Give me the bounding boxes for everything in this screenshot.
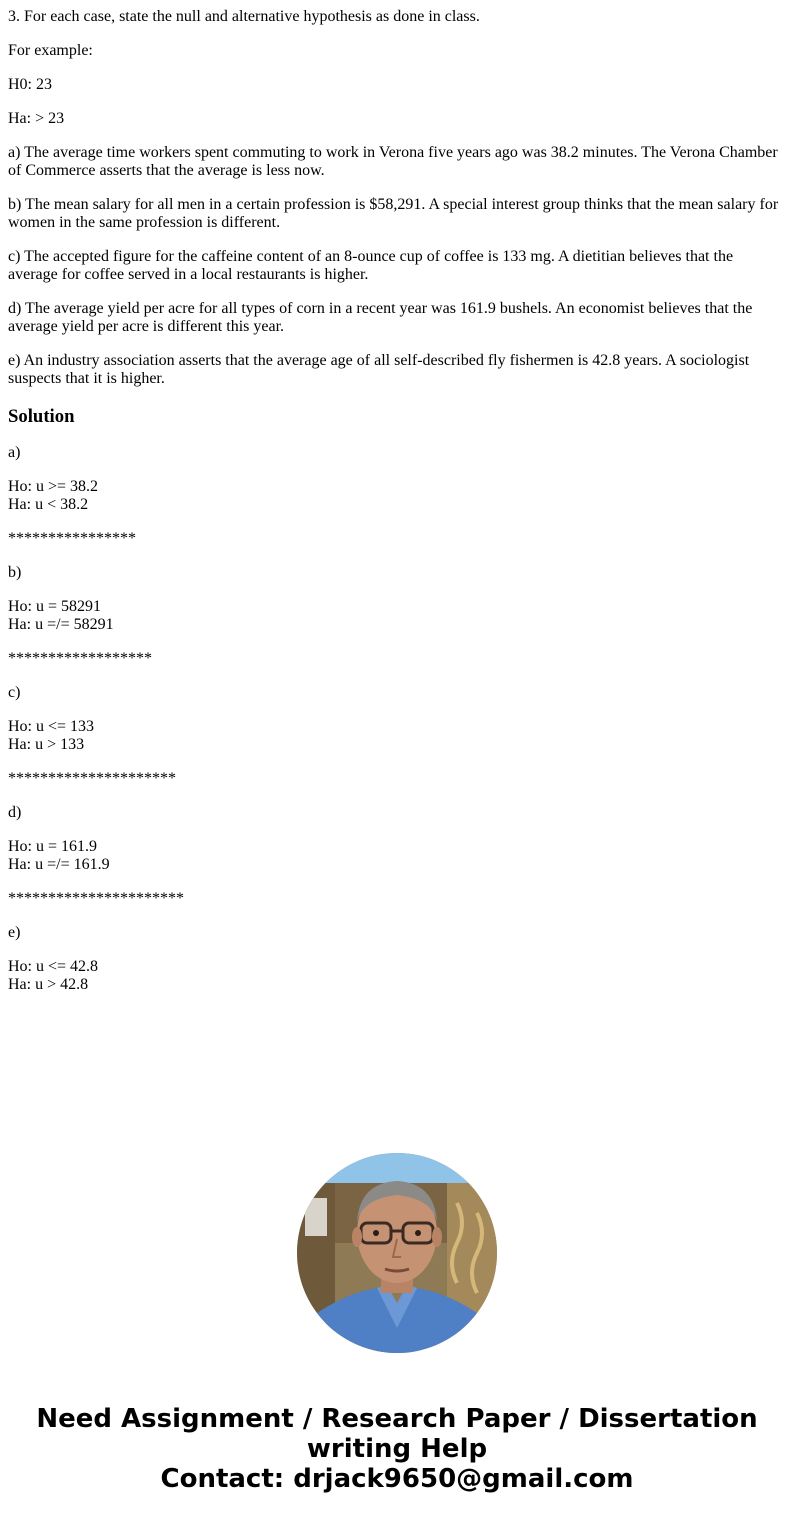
solution-part-b [8, 598, 784, 634]
promo-banner [0, 1404, 794, 1494]
example-ha: Ha: > 23 [8, 110, 65, 127]
solution-part-c [8, 718, 784, 754]
solution-part-a [8, 478, 784, 514]
case-e: e) An industry association asserts that the average age of all self-described fly fishermen is 42.8 years. A sociologist suspects that it is higher. [8, 352, 750, 387]
null-hypothesis-e: Ho: u <= 42.8 [8, 958, 99, 975]
solution-part-label-e: e) [8, 924, 21, 941]
solution-part-label-c: c) [8, 684, 21, 701]
document-body [8, 8, 784, 1010]
case-b: b) The mean salary for all men in a certain profession is $58,291. A special interest group thinks that the mean salary for women in the same profession is different. [8, 196, 779, 231]
alt-hypothesis-e: Ha: u > 42.8 [8, 976, 89, 993]
example-h0: H0: 23 [8, 76, 52, 93]
null-hypothesis-a: Ho: u >= 38.2 [8, 478, 99, 495]
solution-part-label-a: a) [8, 444, 21, 461]
tutor-photo [297, 1153, 497, 1353]
example-label: For example: [8, 42, 93, 59]
promo-line-2: writing Help [306, 1434, 488, 1464]
null-hypothesis-b: Ho: u = 58291 [8, 598, 102, 615]
alt-hypothesis-c: Ha: u > 133 [8, 736, 85, 753]
promo-contact: Contact: drjack9650@gmail.com [160, 1464, 634, 1494]
case-d: d) The average yield per acre for all types of corn in a recent year was 161.9 bushels. An economist believes that the average yield per acre is different this year. [8, 300, 753, 335]
solution-heading: Solution [8, 406, 75, 427]
question-intro: 3. For each case, state the null and alternative hypothesis as done in class. [8, 8, 480, 25]
case-a: a) The average time workers spent commuting to work in Verona five years ago was 38.2 minutes. The Verona Chamber of Commerce asserts that the average is less now. [8, 144, 778, 179]
separator-c: ********************* [8, 770, 176, 787]
alt-hypothesis-d: Ha: u =/= 161.9 [8, 856, 110, 873]
solution-part-label-d: d) [8, 804, 22, 821]
alt-hypothesis-b: Ha: u =/= 58291 [8, 616, 114, 633]
separator-b: ****************** [8, 650, 152, 667]
promo-line-1: Need Assignment / Research Paper / Dissertation [36, 1404, 758, 1434]
separator-d: ********************** [8, 890, 184, 907]
solution-part-d [8, 838, 784, 874]
separator-a: **************** [8, 530, 136, 547]
alt-hypothesis-a: Ha: u < 38.2 [8, 496, 89, 513]
solution-part-label-b: b) [8, 564, 22, 581]
case-c: c) The accepted figure for the caffeine content of an 8-ounce cup of coffee is 133 mg. A dietitian believes that the average for coffee served in a local restaurants is higher. [8, 248, 734, 283]
solution-part-e [8, 958, 784, 994]
null-hypothesis-c: Ho: u <= 133 [8, 718, 95, 735]
null-hypothesis-d: Ho: u = 161.9 [8, 838, 98, 855]
